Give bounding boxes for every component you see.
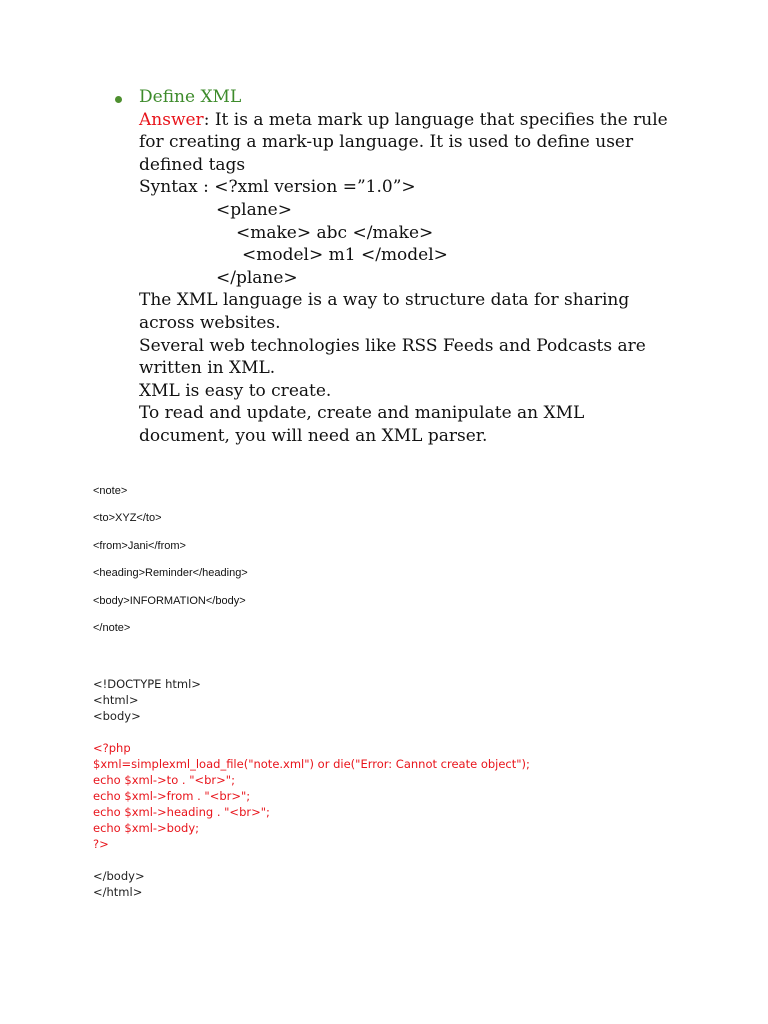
syntax-line: <make> abc </make> xyxy=(236,222,434,243)
code-spacer xyxy=(93,852,530,868)
php-code-line: echo $xml->body; xyxy=(93,821,199,835)
php-code-line: <?php xyxy=(93,741,131,755)
body-line: written in XML. xyxy=(139,358,276,379)
bullet-icon xyxy=(115,96,122,103)
xml-line: <from>Jani</from> xyxy=(93,539,186,552)
html-code-line: </html> xyxy=(93,885,143,899)
body-line: across websites. xyxy=(139,312,281,333)
xml-line: <note> xyxy=(93,485,128,497)
body-line: To read and update, create and manipulate an XML xyxy=(139,403,585,424)
answer-line: for creating a mark-up language. It is used to define user xyxy=(139,132,634,153)
body-line: XML is easy to create. xyxy=(139,380,332,401)
xml-line: <to>XYZ</to> xyxy=(93,512,162,525)
body-line: Several web technologies like RSS Feeds and Podcasts are xyxy=(139,335,646,356)
question-answer-section xyxy=(0,86,768,448)
code-spacer xyxy=(93,724,530,740)
xml-line: <body>INFORMATION</body> xyxy=(93,594,246,607)
answer-text: : It is a meta mark up language that specifies the rule xyxy=(203,109,668,130)
php-code-line: $xml=simplexml_load_file("note.xml") or die("Error: Cannot create object"); xyxy=(93,757,530,771)
php-code-line: echo $xml->heading . "<br>"; xyxy=(93,805,270,819)
xml-line: <heading>Reminder</heading> xyxy=(93,567,248,580)
html-code-line: <html> xyxy=(93,693,139,707)
php-code-line: ?> xyxy=(93,837,109,851)
answer-label: Answer xyxy=(139,109,204,130)
html-code-line: <!DOCTYPE html> xyxy=(93,677,201,691)
xml-line: </note> xyxy=(93,621,131,634)
php-code-line: echo $xml->from . "<br>"; xyxy=(93,789,251,803)
answer-line xyxy=(139,109,768,132)
php-code-line: echo $xml->to . "<br>"; xyxy=(93,773,235,787)
html-code-line: </body> xyxy=(93,869,145,883)
body-line: The XML language is a way to structure data for sharing xyxy=(139,290,630,311)
question-heading: Define XML xyxy=(139,87,242,107)
syntax-label: Syntax : <?xml version =”1.0”> xyxy=(139,177,416,198)
syntax-line: <model> m1 </model> xyxy=(242,245,448,266)
html-code-line: <body> xyxy=(93,709,141,723)
body-line: document, you will need an XML parser. xyxy=(139,425,488,446)
syntax-line: </plane> xyxy=(216,267,298,288)
php-code-example xyxy=(93,676,530,900)
answer-line: defined tags xyxy=(139,154,246,175)
xml-note-example xyxy=(93,484,248,648)
syntax-line: <plane> xyxy=(216,199,292,220)
